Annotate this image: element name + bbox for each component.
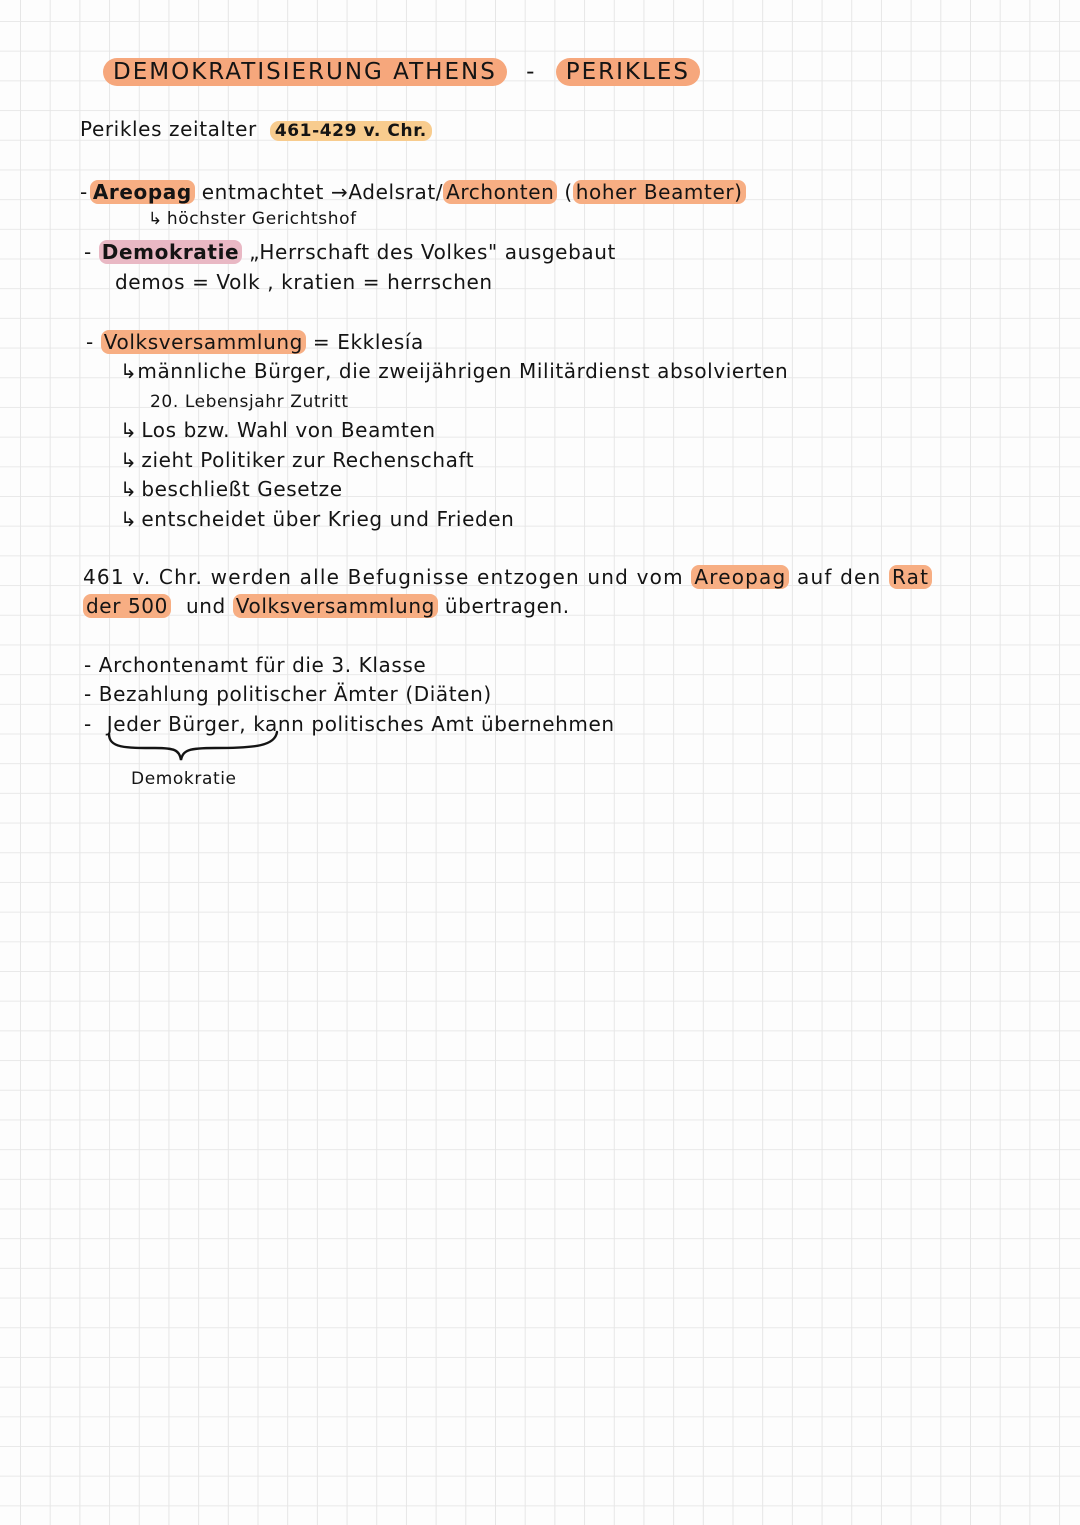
era-label: Perikles zeitalter — [80, 117, 257, 141]
arrow-return-icon: ↳ — [120, 448, 138, 472]
list-item — [120, 446, 474, 474]
list-item-text: Bezahlung politischer Ämter (Diäten) — [98, 682, 492, 706]
list-item — [120, 357, 788, 385]
bullet-dash: - — [84, 653, 92, 677]
sub-gerichtshof — [148, 205, 357, 233]
text-gerichtshof: höchster Gerichtshof — [166, 209, 357, 229]
list-item — [84, 680, 492, 708]
list-item-text: Los bzw. Wahl von Beamten — [141, 418, 436, 442]
arrow-return-icon: ↳ — [120, 359, 138, 383]
list-item-text: Archontenamt für die 3. Klasse — [98, 653, 427, 677]
paragraph-text: und — [185, 594, 226, 618]
era-dates: 461-429 v. Chr. — [270, 121, 432, 141]
list-item-text: zieht Politiker zur Rechenschaft — [141, 448, 475, 472]
list-item — [150, 388, 349, 416]
term-archonten: Archonten — [443, 180, 557, 204]
title-sub-highlight: PERIKLES — [556, 58, 700, 86]
bullet-volksversammlung — [86, 328, 424, 356]
list-item — [120, 416, 436, 444]
list-item — [120, 475, 343, 503]
text-adelsrat: Adelsrat/ — [348, 180, 444, 204]
term-demokratie: Demokratie — [99, 240, 242, 264]
title-separator: - — [526, 59, 537, 85]
term-rat: Rat — [889, 565, 932, 589]
curly-brace-icon — [105, 730, 285, 766]
arrow-return-icon: ↳ — [120, 477, 138, 501]
bullet-dash: - — [84, 712, 92, 736]
text-entmachtet: entmachtet — [201, 180, 325, 204]
bullet-dash: - — [84, 682, 92, 706]
sub-demos: demos = Volk , kratien = herrschen — [115, 270, 493, 294]
term-rat-der-500: der 500 — [83, 594, 171, 618]
page-title — [103, 56, 700, 88]
term-areopag: Areopag — [691, 565, 789, 589]
term-volksversammlung: Volksversammlung — [101, 330, 306, 354]
bullet-dash: - — [84, 240, 92, 264]
list-item — [84, 651, 426, 679]
list-item-text: männliche Bürger, die zweijährigen Militärdienst absolvierten — [137, 359, 789, 383]
paragraph-text: übertragen. — [444, 594, 570, 618]
bullet-demokratie — [84, 238, 616, 266]
title-main-highlight: DEMOKRATISIERUNG ATHENS — [103, 58, 507, 86]
paragraph-line-1 — [83, 563, 932, 591]
bullet-areopag — [80, 178, 746, 206]
arrow-return-icon: ↳ — [148, 209, 163, 229]
term-hoher-beamter: hoher Beamter) — [573, 180, 746, 204]
list-item-text: beschließt Gesetze — [141, 477, 343, 501]
text-herrschaft: „Herrschaft des Volkes" ausgebaut — [249, 240, 616, 264]
paragraph-line-2 — [83, 592, 570, 620]
text-ekklesia: = Ekklesía — [312, 330, 424, 354]
term-areopag: Areopag — [90, 180, 195, 204]
brace-label: Demokratie — [131, 769, 237, 789]
paragraph-text: auf den — [796, 565, 882, 589]
list-item — [120, 505, 514, 533]
arrow-right-icon: → — [330, 180, 349, 204]
list-item-text: kann politisches Amt übernehmen — [253, 712, 615, 736]
paragraph-text: 461 v. Chr. werden alle Befugnisse entzogen und vom — [83, 565, 684, 589]
bullet-dash: - — [86, 330, 94, 354]
term-volksversammlung: Volksversammlung — [233, 594, 438, 618]
era-line — [80, 115, 432, 145]
arrow-return-icon: ↳ — [120, 418, 138, 442]
list-item-text: entscheidet über Krieg und Frieden — [141, 507, 515, 531]
arrow-return-icon: ↳ — [120, 507, 138, 531]
paren-open: ( — [564, 180, 573, 204]
text-jeder-buerger: Jeder Bürger, — [106, 712, 247, 736]
bullet-dash: - — [80, 180, 88, 204]
list-item-text: 20. Lebensjahr Zutritt — [150, 392, 349, 412]
